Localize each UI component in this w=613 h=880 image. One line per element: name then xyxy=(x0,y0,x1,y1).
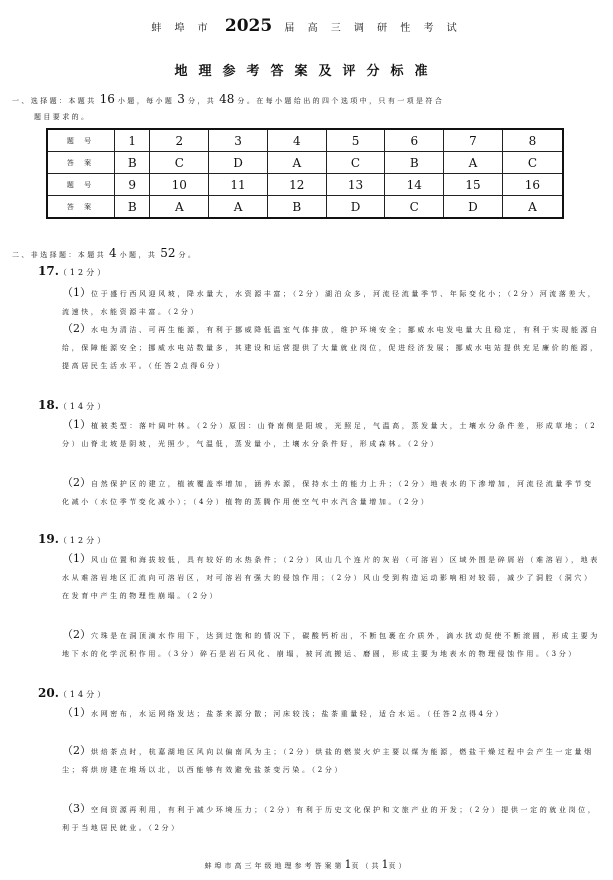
row-label: 题 号 xyxy=(47,174,115,196)
table-cell: 5 xyxy=(326,129,385,152)
table-cell: 3 xyxy=(209,129,268,152)
answer-17-2: （2）水电为清洁、可再生能源，有利于挪威降低温室气体排放，维护环境安全；挪威水电发电量大且稳定，有利于实现能源自给，保障能源安全；挪威水电站数量多，其建设和运营提供了大量就业岗位，促进经济发展；挪威水电站提供充足廉价的能源，提高居民生活水平。（任答2点得6分） xyxy=(62,322,600,370)
table-cell: D xyxy=(444,196,503,219)
answer-19-1: （1）风山位置和海拔较低，具有较好的水热条件；（2分）风山几个连片的灰岩（可溶岩）区域外围是碎屑岩（难溶岩），地表水从难溶岩地区汇流向可溶岩区，对可溶岩有强大的侵蚀作用；（2分）风山受到构造运动影响相对较弱，减少了洞腔（洞穴）在发育中产生的物理性崩塌。（2分） xyxy=(62,552,600,600)
table-cell: B xyxy=(267,196,326,219)
row-label: 答 案 xyxy=(47,152,115,174)
table-cell: A xyxy=(150,196,209,219)
answer-20-3: （3）空间资源再利用，有利于减少环境压力；（2分）有利于历史文化保护和文旅产业的开发；（2分）提供一定的就业岗位，利于当地居民就业。（2分） xyxy=(62,802,598,832)
table-cell: 4 xyxy=(267,129,326,152)
table-cell: B xyxy=(385,152,444,174)
section-a-intro: 一、选择题：本题共 16 小题，每小题 3 分，共 48 分。在每小题给出的四个选项中，只有一项是符合 xyxy=(12,92,445,106)
page-title: 地理参考答案及评分标准 xyxy=(174,64,439,79)
answer-20-2: （2）烘焙茶点时，杭嘉湖地区风向以偏南风为主；（2分）烘盐的燃炭火炉主要以煤为能源，燃盐干燥过程中会产生一定量烟尘；将烘房建在堆场以北，以西能够有效避免盐茶变污染。（2分） xyxy=(62,744,594,774)
answer-17-1: （1）位于盛行西风迎风坡，降水量大，水资源丰富；（2分）湖泊众多，河流径流量季节、年际变化小；（2分）河流落差大，流速快，水能资源丰富。（2分） xyxy=(62,286,598,316)
page-footer: 蚌埠市高三年级地理参考答案第1页（共1页） xyxy=(204,858,409,871)
table-cell: C xyxy=(326,152,385,174)
question-17: 17.（12分） xyxy=(38,264,109,278)
question-20: 20.（14分） xyxy=(38,686,109,700)
table-cell: 8 xyxy=(502,129,563,152)
answer-18-2: （2）自然保护区的建立，植被覆盖率增加，涵养水源，保持水土的能力上升；（2分）地表水的下渗增加，河流径流量季节变化减小（水位季节变化减小）；（4分）植物的蒸腾作用使空气中水汽含量增加。（2分） xyxy=(62,476,594,506)
table-cell: 13 xyxy=(326,174,385,196)
row-label: 题 号 xyxy=(47,129,115,152)
table-cell: A xyxy=(267,152,326,174)
table-row xyxy=(47,196,563,219)
header-exam: 届 高 三 调 研 性 考 试 xyxy=(284,23,462,34)
header-city: 蚌 埠 市 xyxy=(151,23,213,34)
section-b-intro: 二、非选择题：本题共 4 小题，共 52 分。 xyxy=(12,246,198,260)
table-cell: B xyxy=(115,152,150,174)
question-18: 18.（14分） xyxy=(38,398,109,412)
table-cell: C xyxy=(502,152,563,174)
answer-19-2: （2）穴珠是在洞顶滴水作用下，达到过饱和的情况下，碳酸钙析出，不断包裹在介质外，滴水扰动促使不断滚圆，形成主要为地下水的化学沉积作用。（3分）碎石是岩石风化、崩塌，被河流搬运、磨圆，形成主要为地表水的物理侵蚀作用。（3分） xyxy=(62,628,600,658)
table-cell: 1 xyxy=(115,129,150,152)
table-cell: 12 xyxy=(267,174,326,196)
table-cell: 9 xyxy=(115,174,150,196)
table-cell: A xyxy=(209,196,268,219)
table-cell: D xyxy=(209,152,268,174)
answer-20-1: （1）水网密布，水运网络发达；盐茶来源分散；河床较浅；盐茶重量轻，适合水运。（任答2点得4分） xyxy=(62,706,505,719)
table-cell: 2 xyxy=(150,129,209,152)
row-label: 答 案 xyxy=(47,196,115,219)
table-cell: 10 xyxy=(150,174,209,196)
table-row xyxy=(47,129,563,152)
table-cell: 15 xyxy=(444,174,503,196)
header-year: 2025 xyxy=(224,16,273,36)
table-cell: A xyxy=(444,152,503,174)
answer-18-1: （1）植被类型：落叶阔叶林。（2分）原因：山脊南侧是阳坡，光照足，气温高，蒸发量大，土壤水分条件差，形成草地；（2分）山脊北坡是阴坡，光照少，气温低，蒸发量小，土壤水分条件好，形成森林。（2分） xyxy=(62,418,598,448)
table-cell: B xyxy=(115,196,150,219)
answer-table xyxy=(46,128,564,219)
table-cell: C xyxy=(385,196,444,219)
question-19: 19.（12分） xyxy=(38,532,109,546)
table-cell: 16 xyxy=(502,174,563,196)
table-cell: 7 xyxy=(444,129,503,152)
exam-header xyxy=(0,16,613,36)
table-cell: 14 xyxy=(385,174,444,196)
table-cell: D xyxy=(326,196,385,219)
table-cell: C xyxy=(150,152,209,174)
table-row xyxy=(47,174,563,196)
table-cell: 6 xyxy=(385,129,444,152)
table-row xyxy=(47,152,563,174)
section-a-intro-line2: 题目要求的。 xyxy=(34,113,91,121)
table-cell: A xyxy=(502,196,563,219)
table-cell: 11 xyxy=(209,174,268,196)
